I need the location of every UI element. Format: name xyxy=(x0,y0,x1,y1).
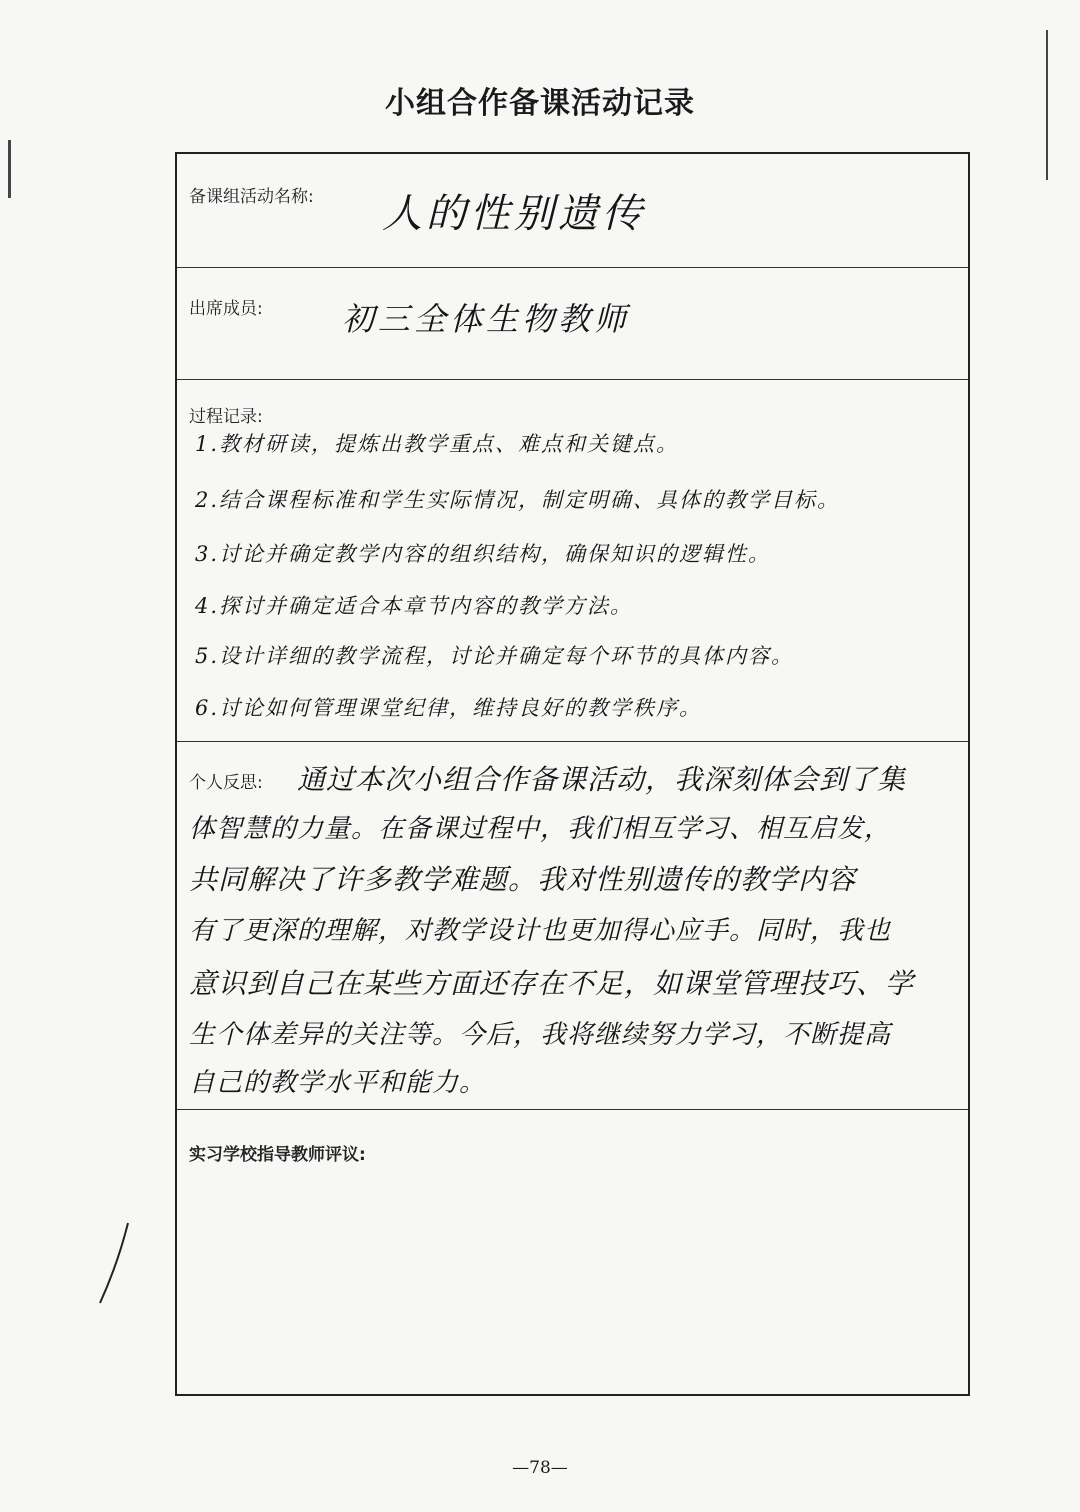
activity-name-row xyxy=(177,154,968,268)
process-record-label: 过程记录: xyxy=(189,407,263,427)
attendees-label: 出席成员: xyxy=(189,299,263,319)
advisor-comment-label: 实习学校指导教师评议: xyxy=(189,1145,366,1165)
process-line: 2.结合课程标准和学生实际情况，制定明确、具体的教学目标。 xyxy=(195,488,841,512)
reflection-line: 体智慧的力量。在备课过程中，我们相互学习、相互启发， xyxy=(189,814,892,844)
pen-stroke-mark xyxy=(82,1215,142,1315)
process-line: 5.设计详细的教学流程，讨论并确定每个环节的具体内容。 xyxy=(195,644,795,668)
activity-name-label: 备课组活动名称: xyxy=(189,187,314,207)
process-line: 6.讨论如何管理课堂纪律，维持良好的教学秩序。 xyxy=(195,696,703,720)
process-line: 3.讨论并确定教学内容的组织结构，确保知识的逻辑性。 xyxy=(195,542,772,566)
process-line: 1.教材研读，提炼出教学重点、难点和关键点。 xyxy=(195,432,680,456)
personal-reflection-label: 个人反思: xyxy=(189,773,263,793)
page-title: 小组合作备课活动记录 xyxy=(385,86,695,121)
reflection-line: 自己的教学水平和能力。 xyxy=(189,1068,487,1098)
page-number: —78— xyxy=(512,1458,568,1478)
reflection-line: 生个体差异的关注等。今后，我将继续努力学习，不断提高 xyxy=(189,1020,892,1050)
scan-edge-mark-left xyxy=(8,140,11,198)
attendees-row xyxy=(177,268,968,380)
personal-reflection-row xyxy=(177,742,968,1110)
reflection-line: 共同解决了许多教学难题。我对性别遗传的教学内容 xyxy=(189,863,857,896)
activity-name-value: 人的性别遗传 xyxy=(382,191,646,237)
reflection-line: 意识到自己在某些方面还存在不足，如课堂管理技巧、学 xyxy=(189,967,915,1000)
reflection-line: 有了更深的理解，对教学设计也更加得心应手。同时，我也 xyxy=(189,916,892,946)
process-line: 4.探讨并确定适合本章节内容的教学方法。 xyxy=(195,594,634,618)
advisor-comment-row xyxy=(177,1110,968,1393)
attendees-value: 初三全体生物教师 xyxy=(342,300,631,338)
record-form-table xyxy=(175,152,970,1396)
reflection-line: 通过本次小组合作备课活动，我深刻体会到了集 xyxy=(297,763,907,796)
process-record-row xyxy=(177,380,968,742)
